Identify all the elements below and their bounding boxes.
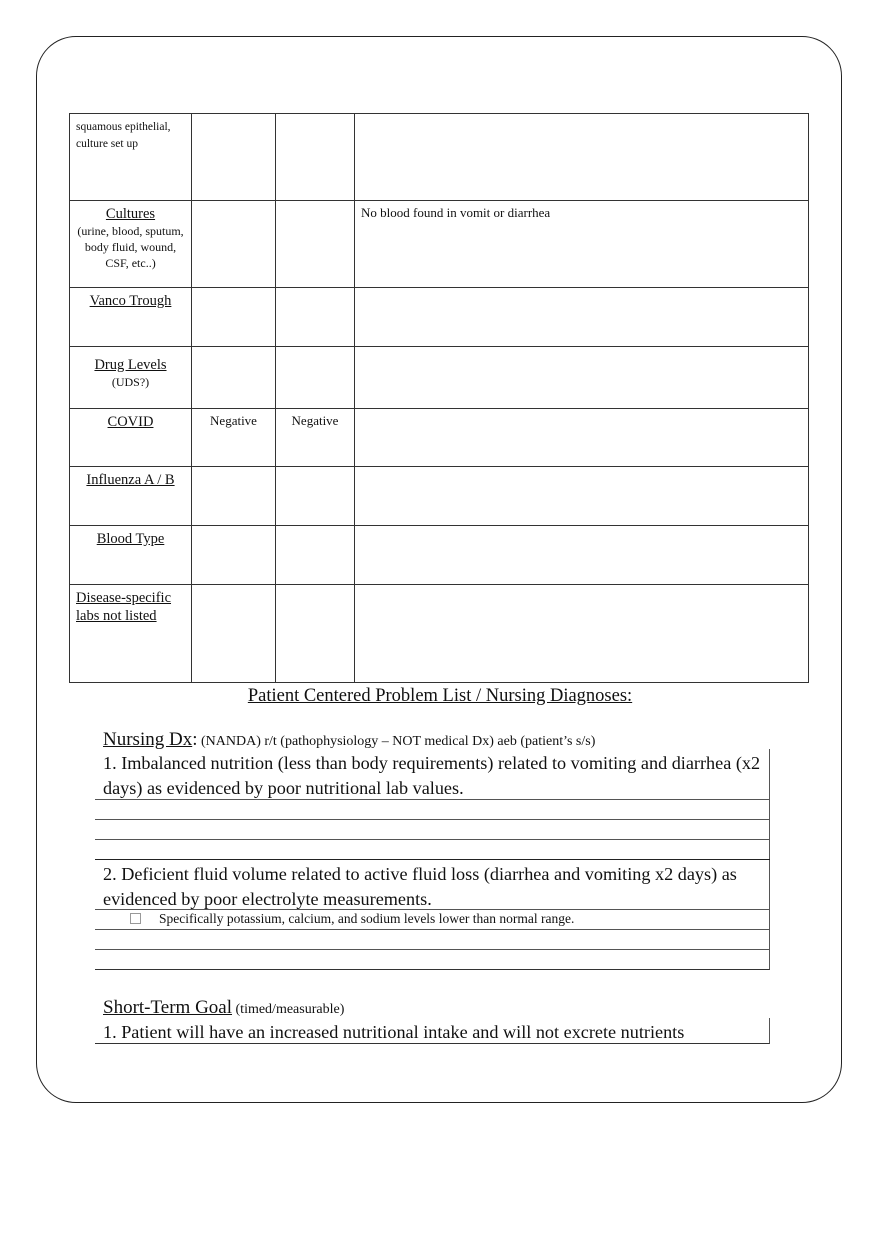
lab-value: Negative: [291, 413, 339, 428]
lab-note-cell: [355, 409, 809, 467]
dx2-bullet: Specifically potassium, calcium, and sodium levels lower than normal range.: [130, 911, 574, 927]
lab-value-cell: [276, 467, 355, 526]
lab-note-cell: [355, 114, 809, 201]
lab-label: Cultures: [105, 206, 156, 222]
table-row: [70, 585, 809, 683]
lab-value-cell: [192, 526, 276, 585]
lab-label-cell: [70, 409, 192, 467]
lab-value-cell: [276, 288, 355, 347]
lab-label-cell: [70, 585, 192, 683]
nursing-dx-2: 2. Deficient fluid volume related to active fluid loss (diarrhea and vomiting x2 days) as evidenced by poor electrolyte measurements.: [103, 864, 737, 909]
divider: [95, 839, 770, 840]
lab-label: Influenza A / B: [86, 472, 175, 488]
table-row: [70, 467, 809, 526]
table-row: [70, 288, 809, 347]
lab-label-cell: [70, 467, 192, 526]
nursing-dx-heading: Nursing Dx: (NANDA) r/t (pathophysiology – NOT medical Dx) aeb (patient’s s/s): [103, 729, 596, 750]
lab-note-cell: [355, 288, 809, 347]
table-row: [70, 201, 809, 288]
lab-value-cell: [276, 526, 355, 585]
lab-label-cell: [70, 114, 192, 201]
lab-value-cell: [192, 288, 276, 347]
lab-label: squamous epithelial, culture set up: [76, 121, 171, 150]
divider: [95, 949, 770, 950]
lab-sublabel: (urine, blood, sputum, body fluid, wound, CSF, etc..): [77, 224, 184, 270]
lab-value-cell: [276, 409, 355, 467]
lab-value-cell: [192, 409, 276, 467]
short-term-goal-1: 1. Patient will have an increased nutritional intake and will not excrete nutrients: [103, 1022, 685, 1042]
problem-list-title: Patient Centered Problem List / Nursing Diagnoses:: [247, 686, 633, 706]
table-row: [70, 409, 809, 467]
lab-note-cell: [355, 347, 809, 409]
divider: [95, 819, 770, 820]
lab-label: COVID: [107, 414, 154, 430]
lab-value-cell: [192, 347, 276, 409]
divider: [95, 929, 770, 930]
lab-label: Blood Type: [96, 531, 165, 547]
lab-value-cell: [192, 585, 276, 683]
lab-label: Drug Levels: [94, 357, 167, 373]
lab-note: No blood found in vomit or diarrhea: [361, 205, 551, 220]
lab-value-cell: [276, 114, 355, 201]
lab-value-cell: [192, 201, 276, 288]
lab-note-cell: [355, 585, 809, 683]
lab-value-cell: [192, 467, 276, 526]
lab-value-cell: [276, 347, 355, 409]
nursing-dx-1: 1. Imbalanced nutrition (less than body requirements) related to vomiting and diarrhea (x2 days) as evidenced by poor nutritional lab values.: [103, 753, 761, 798]
lab-note-cell: [355, 526, 809, 585]
lab-label-cell: [70, 201, 192, 288]
lab-value: Negative: [210, 413, 257, 428]
table-row: [70, 114, 809, 201]
lab-label: Disease-specific labs not listed: [76, 590, 172, 624]
table-row: [70, 526, 809, 585]
lab-label: Vanco Trough: [89, 293, 172, 309]
lab-value-cell: [276, 201, 355, 288]
bullet-icon: [130, 913, 141, 924]
lab-note-cell: [355, 467, 809, 526]
lab-results-table: [69, 113, 809, 683]
lab-label-cell: [70, 526, 192, 585]
table-row: [70, 347, 809, 409]
lab-sublabel: (UDS?): [111, 375, 150, 389]
short-term-goal-heading: Short-Term Goal (timed/measurable): [103, 997, 345, 1018]
lab-value-cell: [192, 114, 276, 201]
lab-note-cell: [355, 201, 809, 288]
lab-label-cell: [70, 288, 192, 347]
lab-label-cell: [70, 347, 192, 409]
lab-value-cell: [276, 585, 355, 683]
